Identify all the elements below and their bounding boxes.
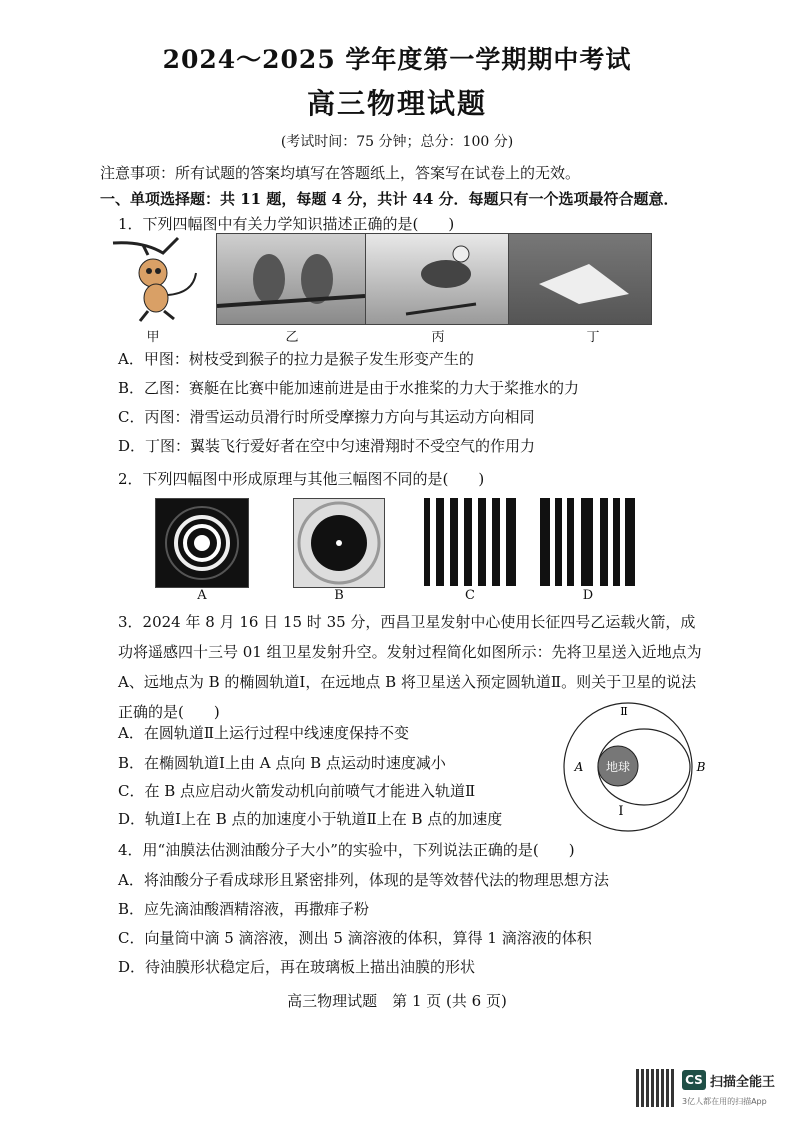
q1-option-a: A．甲图：树枝受到猴子的拉力是猴子发生形变产生的 bbox=[118, 350, 474, 368]
camscanner-logo: CS bbox=[682, 1070, 706, 1090]
exam-title: 2024～2025 学年度第一学期期中考试 bbox=[162, 45, 632, 74]
rowing-figure bbox=[217, 234, 365, 324]
camscanner-name: 扫描全能王 bbox=[710, 1075, 776, 1090]
q1-option-b: B．乙图：赛艇在比赛中能加速前进是由于水推桨的力大于桨推水的力 bbox=[118, 379, 580, 397]
q1-caption: 乙 bbox=[285, 330, 299, 345]
q1-image-rowing bbox=[216, 233, 366, 325]
wingsuit-figure bbox=[509, 234, 651, 324]
poisson-spot bbox=[294, 499, 384, 587]
q1-option-c: C．丙图：滑雪运动员滑行时所受摩擦力方向与其运动方向相同 bbox=[118, 408, 535, 426]
camscanner-tagline: 3亿人都在用的扫描App bbox=[682, 1097, 767, 1106]
q4-option-a: A．将油酸分子看成球形且紧密排列，体现的是等效替代法的物理思想方法 bbox=[118, 871, 609, 889]
page-footer: 高三物理试题 第 1 页 (共 6 页) bbox=[287, 992, 507, 1010]
earth-label: 地球 bbox=[605, 760, 631, 774]
skier-figure bbox=[366, 234, 508, 324]
q2-image-b bbox=[293, 498, 385, 588]
q1-image-wingsuit bbox=[508, 233, 652, 325]
q1-image-monkey bbox=[108, 233, 208, 323]
q2-caption: C bbox=[465, 588, 475, 603]
exam-subtitle: 高三物理试题 bbox=[306, 87, 487, 120]
qr-code-icon bbox=[636, 1069, 674, 1107]
q3-option-a: A．在圆轨道Ⅱ上运行过程中线速度保持不变 bbox=[118, 724, 410, 742]
exam-meta: (考试时间：75 分钟；总分：100 分) bbox=[280, 134, 514, 150]
section-heading: 一、单项选择题：共 11 题，每题 4 分，共计 44 分．每题只有一个选项最符合题意． bbox=[100, 190, 679, 208]
q4-option-d: D．待油膜形状稳定后，再在玻璃板上描出油膜的形状 bbox=[118, 958, 476, 976]
q3-option-c: C．在 B 点应启动火箭发动机向前喷气才能进入轨道Ⅱ bbox=[118, 782, 476, 800]
q2-caption: A bbox=[197, 588, 207, 603]
q4-option-b: B．应先滴油酸酒精溶液，再撒痱子粉 bbox=[118, 900, 370, 918]
q1-option-d: D．丁图：翼装飞行爱好者在空中匀速滑翔时不受空气的作用力 bbox=[118, 437, 536, 455]
q2-stem: 2．下列四幅图中形成原理与其他三幅图不同的是( ) bbox=[118, 470, 485, 488]
q3-option-d: D．轨道Ⅰ上在 B 点的加速度小于轨道Ⅱ上在 B 点的加速度 bbox=[118, 810, 503, 828]
notice: 注意事项：所有试题的答案均填写在答题纸上，答案写在试卷上的无效。 bbox=[100, 164, 581, 182]
q1-caption: 丙 bbox=[431, 330, 445, 345]
q1-image-skiing bbox=[365, 233, 509, 325]
q3-stem: 3．2024 年 8 月 16 日 15 时 35 分，西昌卫星发射中心使用长征四号乙运载火箭，成功将遥感四十三号 01 组卫星发射升空。发射过程简化如图所示：先将卫星送入近地点为 A、远地点为 B 的椭圆轨道Ⅰ，在远地点 B 将卫星送入预定圆轨道Ⅱ。则关于卫星的说法正确的是( ) bbox=[118, 613, 702, 721]
q2-image-a bbox=[155, 498, 249, 588]
orbit-i-label: Ⅰ bbox=[618, 804, 624, 819]
orbit-diagram bbox=[548, 700, 708, 835]
q4-option-c: C．向量筒中滴 5 滴溶液，测出 5 滴溶液的体积，算得 1 滴溶液的体积 bbox=[118, 929, 592, 947]
q3-option-b: B．在椭圆轨道Ⅰ上由 A 点向 B 点运动时速度减小 bbox=[118, 754, 446, 772]
q2-image-c bbox=[424, 498, 516, 586]
q1-stem: 1．下列四幅图中有关力学知识描述正确的是( ) bbox=[118, 215, 455, 233]
q1-caption: 丁 bbox=[586, 330, 600, 345]
q1-caption: 甲 bbox=[146, 330, 160, 345]
orbit-ii-label: Ⅱ bbox=[620, 705, 628, 718]
point-a-label: A bbox=[574, 760, 584, 774]
monkey-figure bbox=[108, 233, 208, 323]
q2-image-d bbox=[540, 498, 635, 586]
q2-caption: B bbox=[334, 588, 344, 603]
q4-stem: 4．用“油膜法估测油酸分子大小”的实验中，下列说法正确的是( ) bbox=[118, 841, 575, 859]
point-b-label: B bbox=[696, 760, 706, 774]
q2-caption: D bbox=[582, 588, 594, 603]
ring-fringes bbox=[156, 499, 248, 587]
